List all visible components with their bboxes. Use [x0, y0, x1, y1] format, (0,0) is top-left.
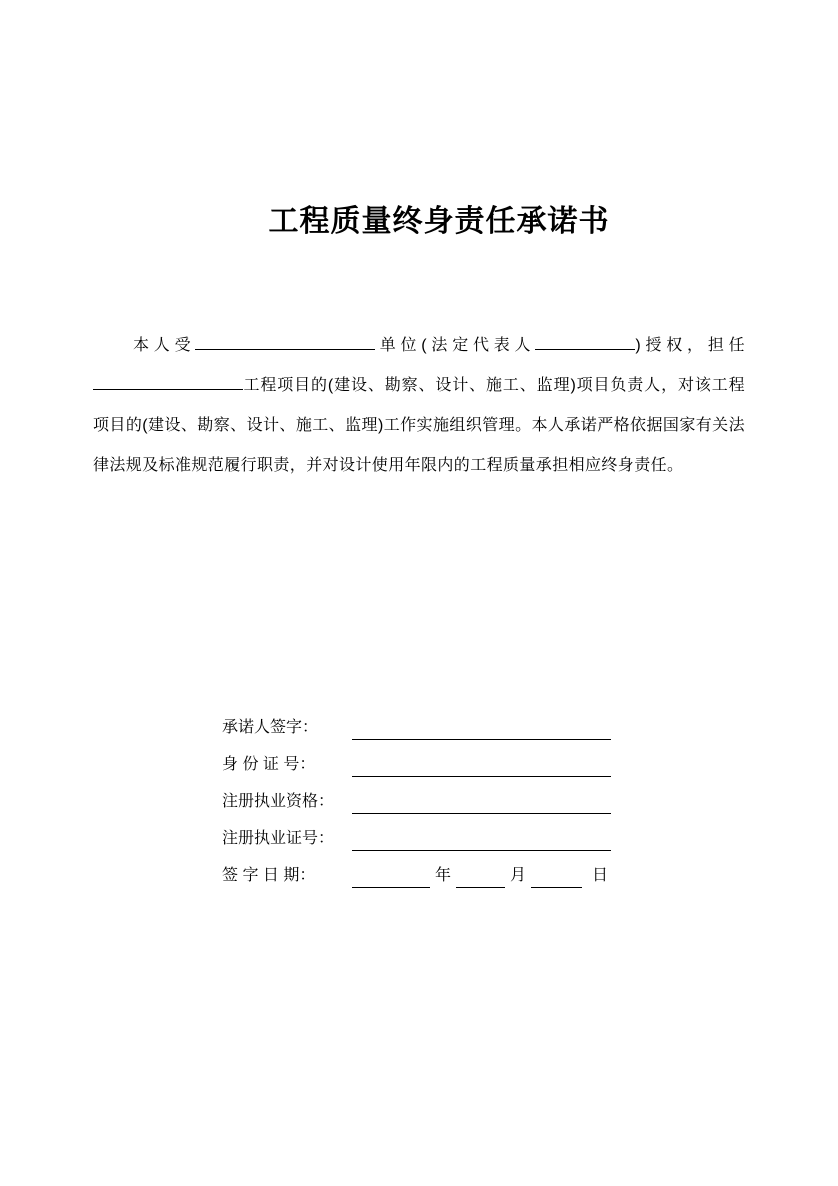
year-unit-label: 年 — [435, 867, 452, 884]
registered-license-number-label: 注册执业证号： — [222, 830, 335, 847]
paragraph-text: 本人受 — [133, 337, 196, 354]
signer-signature-line[interactable] — [352, 719, 611, 740]
signature-row-signing-date — [222, 864, 611, 888]
day-unit-label: 日 — [592, 867, 609, 884]
paragraph-line-3 — [93, 406, 745, 446]
signature-row-registered-qualification — [222, 790, 611, 814]
year-blank[interactable] — [352, 867, 430, 888]
registered-license-number-line[interactable] — [352, 830, 611, 851]
id-number-label: 身 份 证 号： — [222, 756, 316, 773]
month-unit-label: 月 — [510, 867, 527, 884]
registered-qualification-line[interactable] — [352, 793, 611, 814]
legal-representative-blank[interactable] — [535, 332, 635, 350]
signature-row-registered-license-number — [222, 827, 611, 851]
paragraph-text: 项目的(建设、勘察、设计、施工、监理)工作实施组织管理。本人承诺严格依据国家有关法 — [93, 417, 745, 434]
signature-block — [222, 716, 611, 901]
paragraph-text: 单位(法定代表人 — [375, 337, 536, 354]
authorizing-unit-blank[interactable] — [195, 332, 375, 350]
signer-signature-label: 承诺人签字： — [222, 719, 319, 736]
document-title: 工程质量终身责任承诺书 — [268, 205, 610, 238]
paragraph-text: 工程项目的(建设、勘察、设计、施工、监理)项目负责人，对该工程 — [243, 377, 745, 394]
month-blank[interactable] — [456, 867, 505, 888]
paragraph-text: 律法规及标准规范履行职责，并对设计使用年限内的工程质量承担相应终身责任。 — [93, 457, 684, 474]
paragraph-line-2 — [93, 366, 745, 406]
paragraph-text: )授权，担任 — [635, 337, 746, 354]
id-number-line[interactable] — [352, 756, 611, 777]
signature-row-signer-signature — [222, 716, 611, 740]
paragraph-line-1 — [93, 326, 745, 366]
day-blank[interactable] — [531, 867, 582, 888]
registered-qualification-label: 注册执业资格： — [222, 793, 335, 810]
signing-date-label: 签 字 日 期： — [222, 867, 316, 884]
paragraph-line-4 — [93, 446, 745, 486]
commitment-paragraph — [93, 326, 745, 486]
signature-row-id-number — [222, 753, 611, 777]
project-name-blank[interactable] — [93, 372, 243, 390]
